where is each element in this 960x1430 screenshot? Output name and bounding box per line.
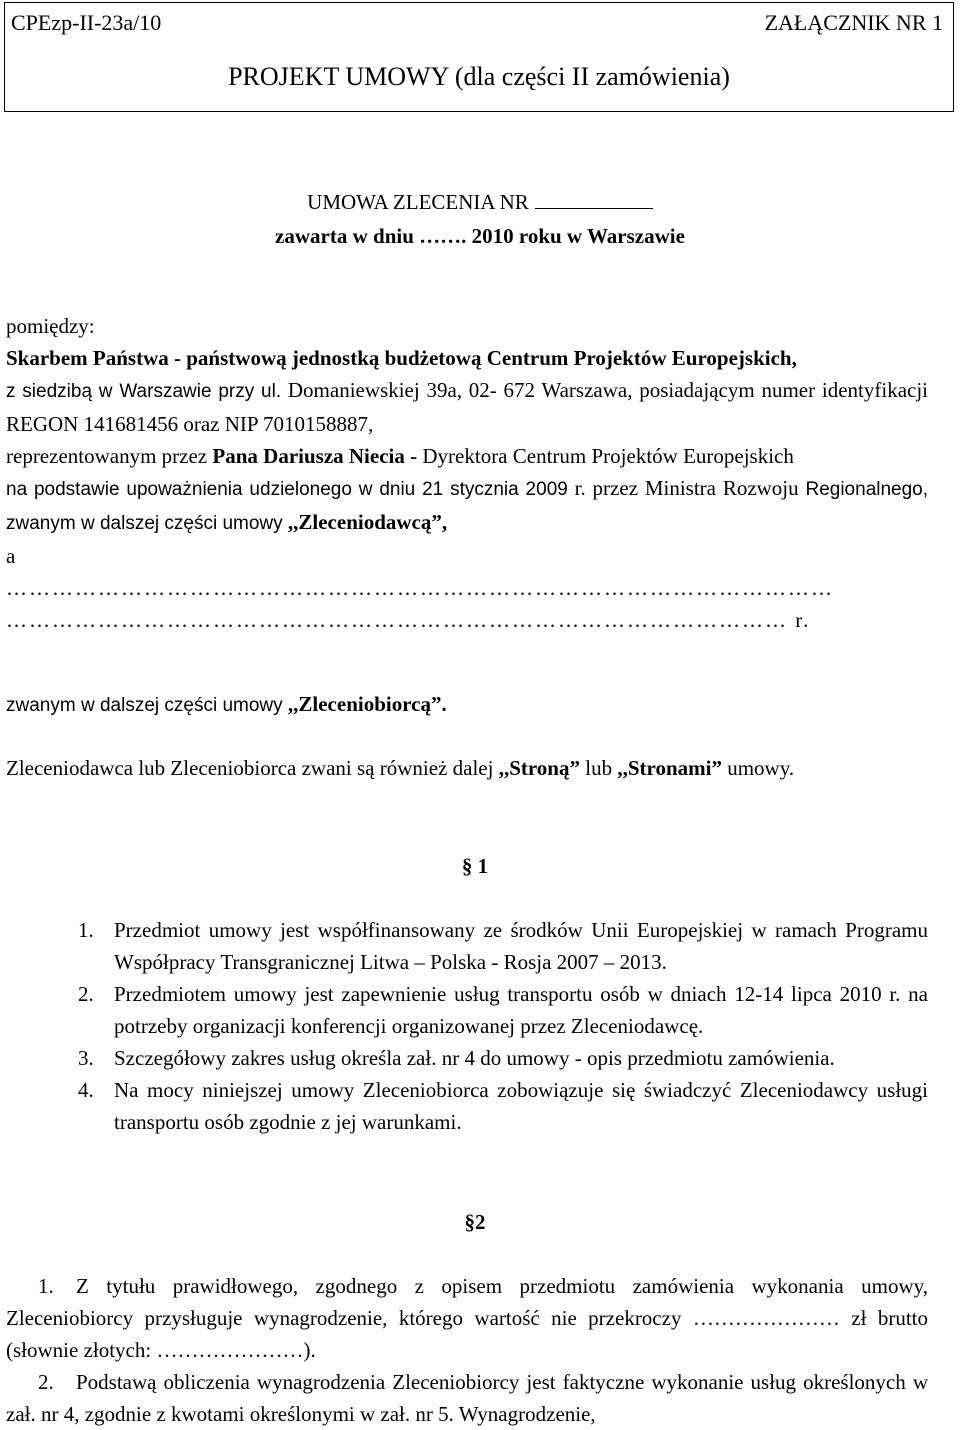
side-one-term: ,,Stroną” <box>498 756 580 780</box>
list-item <box>6 978 928 1042</box>
list-item <box>6 1074 928 1138</box>
rep-name: Pana Dariusza Niecia - <box>212 444 418 468</box>
item-text: Z tytułu prawidłowego, zgodnego z opisem przedmiotu zamówienia wykonania umowy, Zleceniobiorcy przysługuje wynagrodzenie, którego wartość nie przekroczy ………………… zł brutto (słownie złotych: …………………). <box>6 1274 928 1362</box>
sides-prefix: Zleceniodawca lub Zleceniobiorca zwani są również dalej <box>6 756 494 780</box>
side-many-term: ,,Stronami” <box>617 756 722 780</box>
parties-section <box>6 310 928 636</box>
section-1-mark: § 1 <box>461 854 489 878</box>
item-number: 2. <box>38 1370 54 1394</box>
contract-date: zawarta w dniu ……. 2010 roku w Warszawie <box>275 224 685 248</box>
sides-suffix: umowy. <box>727 756 795 780</box>
contractor-blank-line-2: ………………………………………………………………………………………… r. <box>6 608 811 632</box>
address-part-a: z siedzibą w Warszawie przy ul. <box>6 381 282 402</box>
authorization-serif: r. przez Ministra Rozwoju <box>574 476 799 500</box>
section-2-mark: §2 <box>464 1210 486 1234</box>
draft-title: PROJEKT UMOWY (dla części II zamówienia) <box>228 62 730 91</box>
between-label: pomiędzy: <box>6 314 95 338</box>
principal-alias: ,,Zleceniodawcą”, <box>287 510 448 534</box>
address-part-b: Domaniewskiej 39a, 02- 672 Warszawa, posiadającym numer identyfikacji REGON 141681456 oraz NIP 7010158887, <box>6 378 929 436</box>
contractor-text: zwanym w dalszej części umowy <box>6 695 283 716</box>
contract-title <box>0 186 960 218</box>
section-2-list <box>6 1270 928 1430</box>
rep-role: Dyrektora Centrum Projektów Europejskich <box>422 444 794 468</box>
sides-or: lub <box>585 756 613 780</box>
list-item <box>6 1042 928 1074</box>
item-number: 1. <box>38 1274 54 1298</box>
contractor-blank-line-1: ……………………………………………………………………………………………… <box>6 576 834 600</box>
list-item <box>6 1366 928 1430</box>
item-text: Szczegółowy zakres usług określa zał. nr 4 do umowy - opis przedmiotu zamówienia. <box>114 1046 835 1070</box>
contract-number-blank <box>535 190 653 209</box>
and-label: a <box>6 544 16 568</box>
contract-title-text: UMOWA ZLECENIA NR <box>307 190 529 214</box>
authorization-sans: na podstawie upoważnienia udzielonego w dniu 21 stycznia 2009 <box>6 479 568 500</box>
item-number: 1. <box>78 918 94 942</box>
authorization-text <box>6 472 928 540</box>
item-text: Przedmiotem umowy jest zapewnienie usług transportu osób w dniach 12-14 lipca 2010 r. na potrzeby organizacji konferencji organizowanej przez Zleceniodawcę. <box>114 982 928 1038</box>
annex-label: ZAŁĄCZNIK NR 1 <box>764 10 943 35</box>
item-text: Na mocy niniejszej umowy Zleceniobiorca zobowiązuje się świadczyć Zleceniodawcy usługi transportu osób zgodnie z jej warunkami. <box>114 1078 928 1134</box>
list-item <box>6 914 928 978</box>
item-number: 3. <box>78 1046 94 1070</box>
item-number: 2. <box>78 982 94 1006</box>
document-code: CPEzp-II-23a/10 <box>11 10 162 35</box>
sides-definition <box>6 752 928 784</box>
section-1-list <box>6 914 928 1138</box>
regional-text: Regionalnego, zwanym w dalszej części umowy <box>6 479 929 534</box>
representative-line <box>6 440 928 472</box>
item-text: Podstawą obliczenia wynagrodzenia Zleceniobiorcy jest faktyczne wykonanie usług określonych w zał. nr 4, zgodnie z kwotami określonymi w zał. nr 5. Wynagrodzenie, <box>6 1370 928 1426</box>
header-box <box>4 2 954 112</box>
contractor-alias-line <box>6 688 928 722</box>
principal-name: Skarbem Państwa - państwową jednostką budżetową Centrum Projektów Europejskich, <box>6 346 797 370</box>
item-text: Przedmiot umowy jest współfinansowany ze środków Unii Europejskiej w ramach Programu Współpracy Transgranicznej Litwa – Polska - Rosja 2007 – 2013. <box>114 918 928 974</box>
item-number: 4. <box>78 1078 94 1102</box>
principal-address <box>6 374 928 440</box>
rep-prefix: reprezentowanym przez <box>6 444 208 468</box>
list-item <box>6 1270 928 1366</box>
contractor-alias: ,,Zleceniobiorcą”. <box>287 692 447 716</box>
